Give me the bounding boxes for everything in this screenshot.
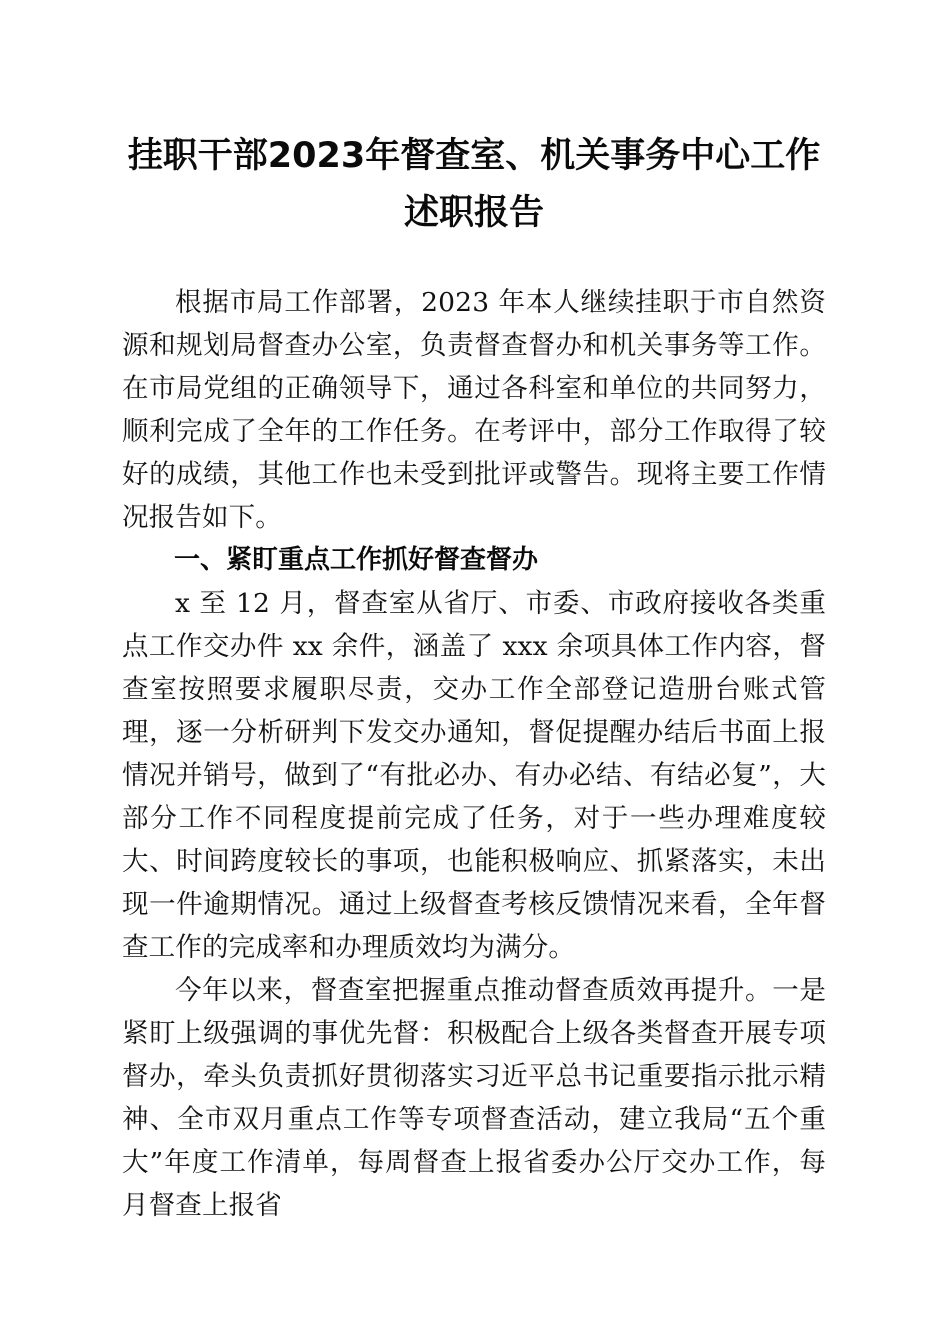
page-title: 挂职干部2023年督查室、机关事务中心工作述职报告	[127, 136, 821, 233]
document-content	[122, 128, 826, 1227]
paragraph-section1-a: x 至 12 月，督查室从省厅、市委、市政府接收各类重点工作交办件 xx 余件，涵盖了 xxx 余项具体工作内容，督查室按照要求履职尽责，交办工作全部登记造册台账式管理，逐一分析研判下发交办通知，督促提醒办结后书面上报情况并销号，做到了“有批必办、有办必结、有结必复”，大部分工作不同程度提前完成了任务，对于一些办理难度较大、时间跨度较长的事项，也能积极响应、抓紧落实，未出现一件逾期情况。通过上级督查考核反馈情况来看，全年督查工作的完成率和办理质效均为满分。	[122, 588, 826, 963]
title-spacer	[122, 242, 826, 281]
paragraph-intro: 根据市局工作部署，2023 年本人继续挂职于市自然资源和规划局督查办公室，负责督查督办和机关事务等工作。在市局党组的正确领导下，通过各科室和单位的共同努力，顺利完成了全年的工作任务。在考评中，部分工作取得了较好的成绩，其他工作也未受到批评或警告。现将主要工作情况报告如下。	[122, 287, 826, 533]
section-heading-1: 一、紧盯重点工作抓好督查督办	[174, 545, 539, 575]
paragraph-section1-b: 今年以来，督查室把握重点推动督查质效再提升。一是紧盯上级强调的事优先督：积极配合上级各类督查开展专项督办，牵头负责抓好贯彻落实习近平总书记重要指示批示精神、全市双月重点工作等专项督查活动，建立我局“五个重大”年度工作清单，每周督查上报省委办公厅交办工作，每月督查上报省	[122, 975, 826, 1221]
